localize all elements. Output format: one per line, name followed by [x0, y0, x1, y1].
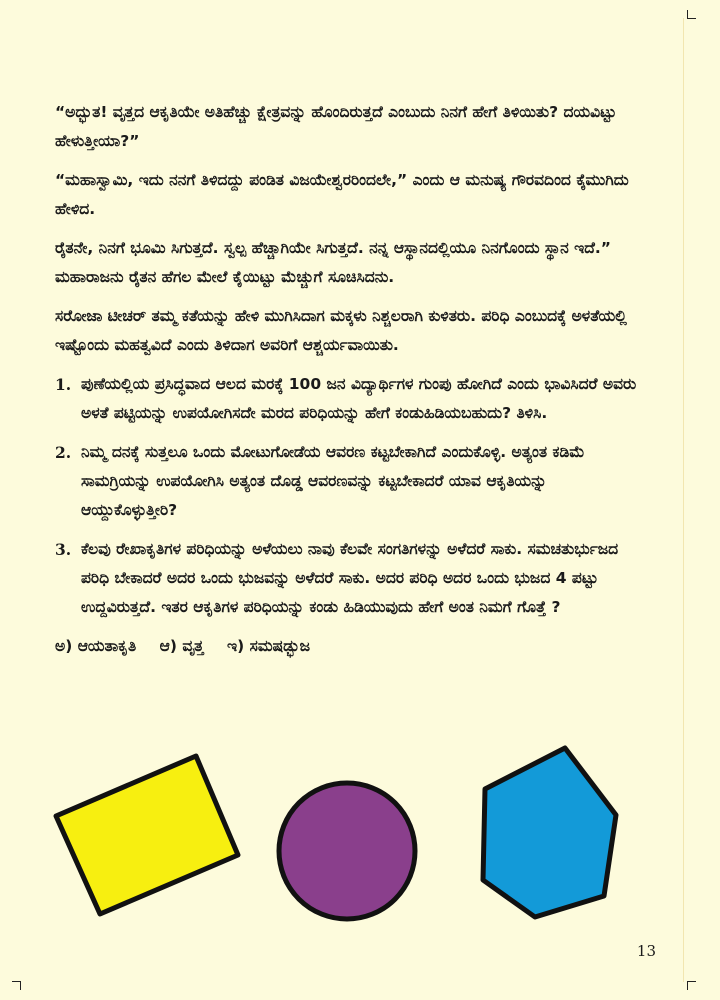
rectangle-shape [56, 756, 238, 914]
circle-shape [279, 783, 415, 919]
story-paragraph: “ಮಹಾಸ್ವಾಮಿ, ಇದು ನನಗೆ ತಿಳಿದದ್ದು ಪಂಡಿತ ವಿಜಯೇಶ್ವರರಿಂದಲೇ,” ಎಂದು ಆ ಮನುಷ್ಯ ಗೌರವದಿಂದ ಕೈಮುಗಿದು ಹೇಳಿದ. [55, 171, 629, 218]
page-number: 13 [636, 942, 656, 960]
question-number: 1. [55, 375, 72, 394]
question-item [55, 370, 645, 428]
crop-mark-bottom-right [687, 981, 696, 990]
question-item [55, 438, 645, 525]
crop-mark-top-right [687, 10, 696, 19]
hexagon-shape [483, 748, 616, 917]
question-text: ಕೆಲವು ರೇಖಾಕೃತಿಗಳ ಪರಿಧಿಯನ್ನು ಅಳೆಯಲು ನಾವು ಕೆಲವೇ ಸಂಗತಿಗಳನ್ನು ಅಳೆದರೆ ಸಾಕು. ಸಮಚತುರ್ಭುಜದ ಪರಿಧಿ ಬೇಕಾದರೆ ಅದರ ಒಂದು ಭುಜವನ್ನು ಅಳೆದರೆ ಸಾಕು. ಅದರ ಪರಿಧಿ ಅದರ ಒಂದು ಭುಜದ 4 ಪಟ್ಟು ಉದ್ದವಿರುತ್ತದೆ. ಇತರ ಆಕೃತಿಗಳ ಪರಿಧಿಯನ್ನು ಕಂಡು ಹಿಡಿಯುವುದು ಹೇಗೆ ಅಂತ ನಿಮಗೆ ಗೊತ್ತೆ ? [81, 540, 619, 616]
crop-mark-bottom-left [12, 981, 21, 990]
question-text: ಪುಣೆಯಲ್ಲಿಯ ಪ್ರಸಿದ್ಧವಾದ ಆಲದ ಮರಕ್ಕೆ 100 ಜನ ವಿದ್ಯಾರ್ಥಿಗಳ ಗುಂಪು ಹೋಗಿದೆ ಎಂದು ಭಾವಿಸಿದರೆ ಅವರು ಅಳತೆ ಪಟ್ಟಿಯನ್ನು ಉಪಯೋಗಿಸದೇ ಮರದ ಪರಿಧಿಯನ್ನು ಹೇಗೆ ಕಂಡುಹಿಡಿಯಬಹುದು? ತಿಳಿಸಿ. [81, 375, 637, 422]
shapes-illustration [0, 730, 720, 940]
question-text: ನಿಮ್ಮ ದನಕ್ಕೆ ಸುತ್ತಲೂ ಒಂದು ಮೋಟುಗೋಡೆಯ ಆವರಣ ಕಟ್ಟಬೇಕಾಗಿದೆ ಎಂದುಕೊಳ್ಳಿ. ಅತ್ಯಂತ ಕಡಿಮೆ ಸಾಮಗ್ರಿಯನ್ನು ಉಪಯೋಗಿಸಿ ಅತ್ಯಂತ ದೊಡ್ಡ ಆವರಣವನ್ನು ಕಟ್ಟಬೇಕಾದರೆ ಯಾವ ಆಕೃತಿಯನ್ನು ಆಯ್ದುಕೊಳ್ಳುತ್ತೀರಿ? [81, 443, 585, 519]
question-number: 3. [55, 540, 72, 559]
question-list [55, 370, 645, 622]
shape-options [55, 632, 645, 661]
option-circle: ಆ) ವೃತ್ತ [159, 637, 204, 655]
question-item [55, 535, 645, 622]
story-paragraph: ರೈತನೇ, ನಿನಗೆ ಭೂಮಿ ಸಿಗುತ್ತದೆ. ಸ್ವಲ್ಪ ಹೆಚ್ಚಾಗಿಯೇ ಸಿಗುತ್ತದೆ. ನನ್ನ ಆಸ್ಥಾನದಲ್ಲಿಯೂ ನಿನಗೊಂದು ಸ್ಥಾನ ಇದೆ.” ಮಹಾರಾಜನು ರೈತನ ಹೆಗಲ ಮೇಲೆ ಕೈಯಿಟ್ಟು ಮೆಚ್ಚುಗೆ ಸೂಚಿಸಿದನು. [55, 239, 611, 286]
option-rectangle: ಅ) ಆಯತಾಕೃತಿ [55, 637, 137, 655]
page-content [55, 98, 645, 661]
question-number: 2. [55, 443, 72, 462]
story-paragraph: “ಅದ್ಭುತ! ವೃತ್ತದ ಆಕೃತಿಯೇ ಅತಿಹೆಚ್ಚು ಕ್ಷೇತ್ರವನ್ನು ಹೊಂದಿರುತ್ತದೆ ಎಂಬುದು ನಿನಗೆ ಹೇಗೆ ತಿಳಿಯಿತು? ದಯವಿಟ್ಟು ಹೇಳುತ್ತೀಯಾ?” [55, 103, 617, 150]
story-paragraph: ಸರೋಜಾ ಟೀಚರ್ ತಮ್ಮ ಕತೆಯನ್ನು ಹೇಳಿ ಮುಗಿಸಿದಾಗ ಮಕ್ಕಳು ನಿಶ್ಚಲರಾಗಿ ಕುಳಿತರು. ಪರಿಧಿ ಎಂಬುದಕ್ಕೆ ಅಳತೆಯಲ್ಲಿ ಇಷ್ಟೊಂದು ಮಹತ್ವವಿದೆ ಎಂದು ತಿಳಿದಾಗ ಅವರಿಗೆ ಆಶ್ಚರ್ಯವಾಯಿತು. [55, 307, 627, 354]
option-hexagon: ಇ) ಸಮಷಡ್ಭುಜ [227, 637, 311, 655]
